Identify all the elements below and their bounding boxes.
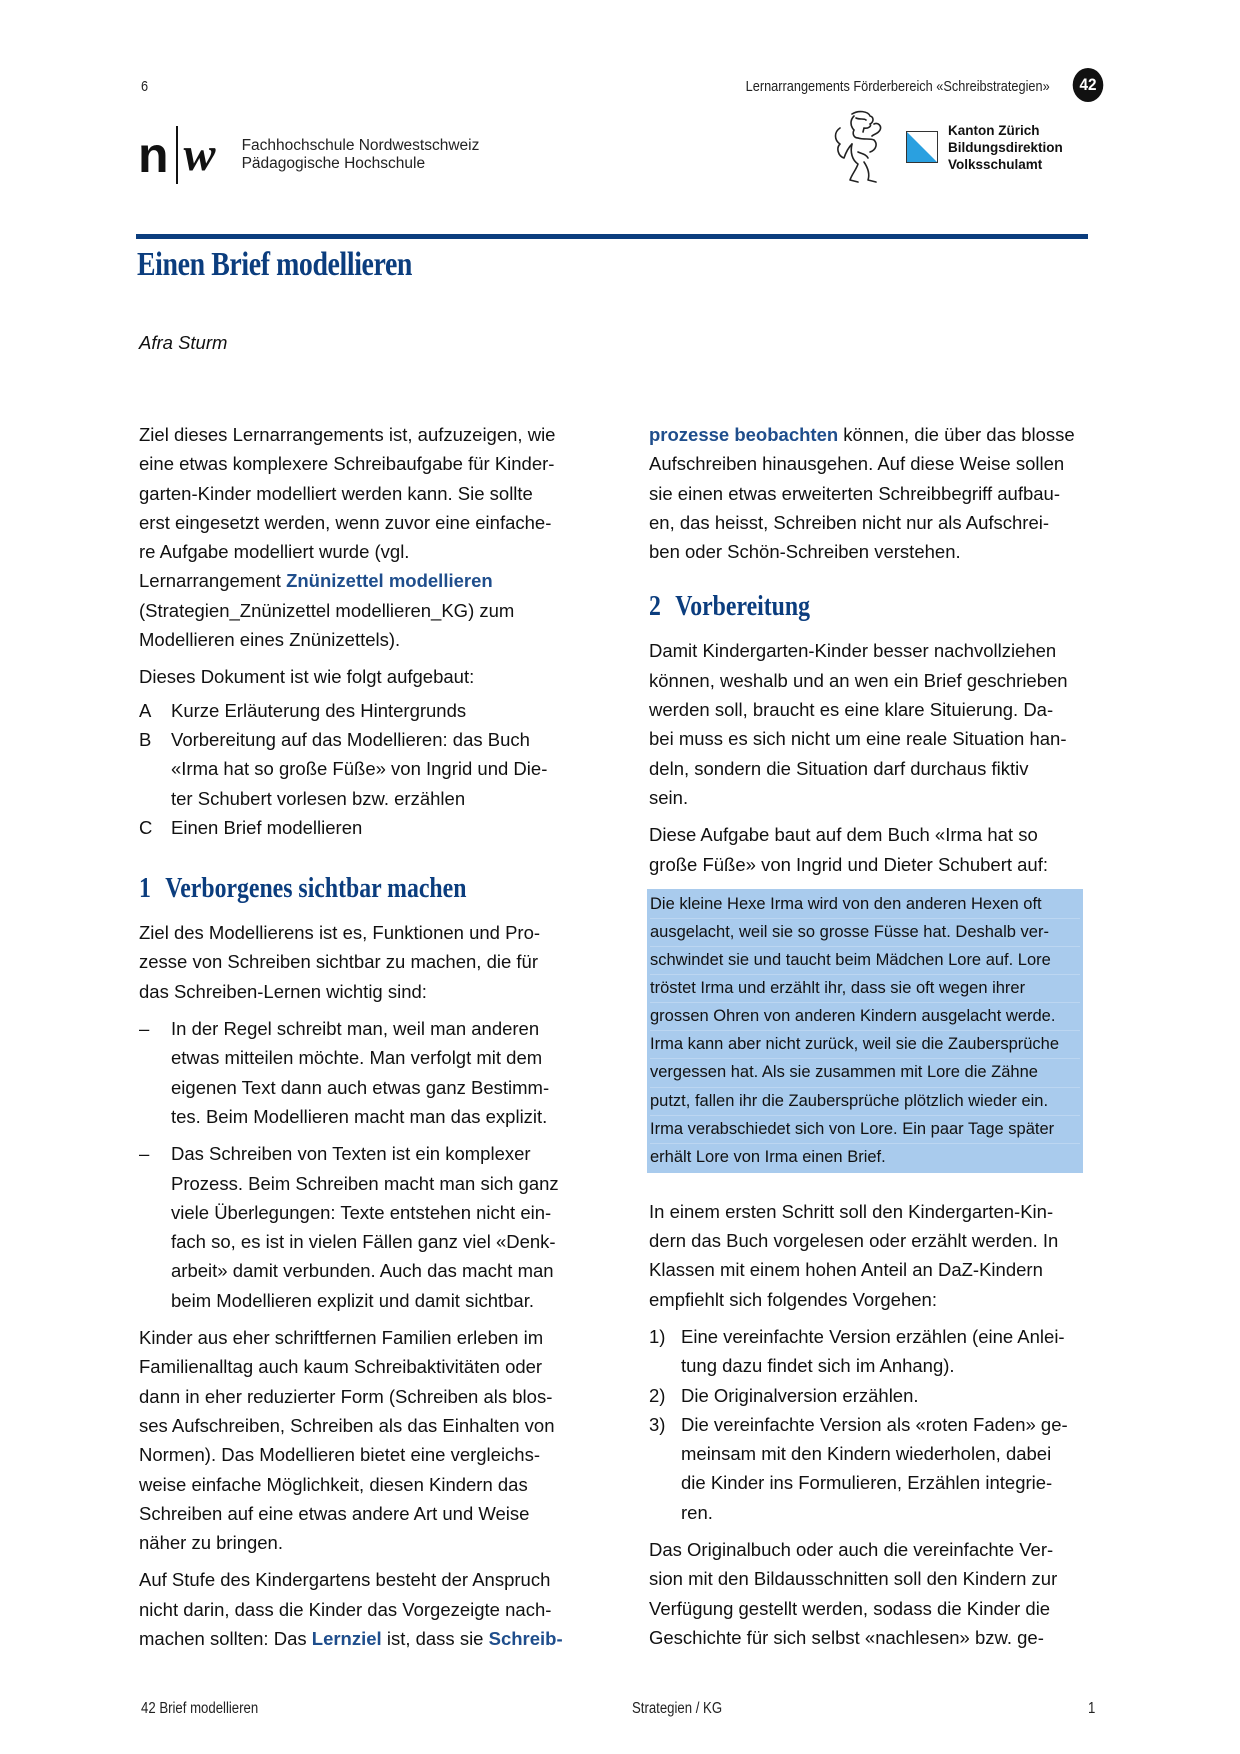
document-author: Afra Sturm <box>139 332 228 353</box>
text-line: sie einen etwas erweiterten Schreibbegriff aufbau- <box>649 482 1061 504</box>
text-line <box>139 566 579 595</box>
fhnw-logo-divider <box>176 126 178 184</box>
text-line: etwas mitteilen möchte. Man verfolgt mit dem <box>171 1047 543 1069</box>
quote-line: Irma verabschiedet sich von Lore. Ein paar Tage später <box>650 1116 1080 1144</box>
text-line: Geschichte für sich selbst «nachlesen» bzw. ge- <box>649 1626 1044 1648</box>
zh-logo-line-1: Kanton Zürich <box>948 122 1040 138</box>
bullet-item <box>139 1139 579 1315</box>
text-line: erst eingesetzt werden, wenn zuvor eine einfache- <box>139 511 552 533</box>
right-column <box>649 420 1089 1660</box>
running-header-series-title: Lernarrangements Förderbereich «Schreibstrategien» <box>745 78 1050 95</box>
text-line: arbeit» damit verbunden. Auch das macht man <box>171 1260 554 1282</box>
text-line: tung dazu findet sich im Anhang). <box>681 1355 955 1377</box>
text-line: Damit Kindergarten-Kinder besser nachvollziehen <box>649 640 1057 662</box>
text-line: ses Aufschreiben, Schreiben als das Einhalten von <box>139 1414 555 1436</box>
quote-line: Die kleine Hexe Irma wird von den anderen Hexen oft <box>650 891 1080 919</box>
text-line: Eine vereinfachte Version erzählen (eine Anlei- <box>681 1325 1065 1347</box>
step-item-3 <box>649 1410 1089 1527</box>
text-line: viele Überlegungen: Texte entstehen nicht ein- <box>171 1201 552 1223</box>
quote-line: schwindet sie und taucht beim Mädchen Lore auf. Lore <box>650 947 1080 975</box>
text-line: deln, sondern die Situation darf durchaus fiktiv <box>649 757 1029 779</box>
document-title: Einen Brief modellieren <box>137 246 413 283</box>
zurich-lion-icon <box>830 108 892 186</box>
text-line: Kinder aus eher schriftfernen Familien erleben im <box>139 1327 544 1349</box>
section1-intro <box>139 918 579 1006</box>
quote-line: grossen Ohren von anderen Kindern ausgelacht werde. <box>650 1003 1080 1031</box>
text-line: fach so, es ist in vielen Fällen ganz viel «Denk- <box>171 1231 556 1253</box>
text-line: garten-Kinder modelliert werden kann. Sie sollte <box>139 482 533 504</box>
quote-line: vergessen hat. Als sie zusammen mit Lore die Zähne <box>650 1059 1080 1087</box>
text-line: weise einfache Möglichkeit, diesen Kindern das <box>139 1473 528 1495</box>
text-line: sein. <box>649 786 689 808</box>
highlight-lernziel: Lernziel <box>311 1627 382 1649</box>
text-line: das Schreiben-Lernen wichtig sind: <box>139 980 427 1002</box>
steps-list <box>649 1322 1089 1527</box>
fhnw-school: Pädagogische Hochschule <box>241 155 426 172</box>
text-line: dann in eher reduzierter Form (Schreiben als blos- <box>139 1385 553 1407</box>
dash-marker: – <box>139 1018 150 1040</box>
quote-line: erhält Lore von Irma einen Brief. <box>650 1147 886 1166</box>
section1-paragraph-2 <box>139 1323 579 1557</box>
zurich-flag-icon <box>906 131 938 163</box>
text-line: meinsam mit den Kindern wiederholen, dabei <box>681 1443 1052 1465</box>
text-line: Die Originalversion erzählen. <box>681 1384 919 1406</box>
section2-paragraph-1 <box>649 636 1089 812</box>
structure-item-b <box>139 725 579 813</box>
list-marker: 2) <box>649 1384 666 1406</box>
text-line: Das Schreiben von Texten ist ein komplexer <box>171 1143 531 1165</box>
structure-intro: Dieses Dokument ist wie folgt aufgebaut: <box>139 666 475 688</box>
section2-paragraph-2 <box>649 820 1089 879</box>
text-line <box>649 420 1089 449</box>
dash-marker: – <box>139 1143 150 1165</box>
title-rule <box>136 234 1088 239</box>
text-line: beim Modellieren explizit und damit sichtbar. <box>171 1289 534 1311</box>
ref-prefix: Lernarrangement <box>139 570 287 592</box>
text-line: Vorbereitung auf das Modellieren: das Buch <box>171 728 530 750</box>
section1-paragraph-3 <box>139 1565 579 1653</box>
fhnw-logo-n: n <box>138 127 168 183</box>
story-summary-box <box>647 889 1083 1173</box>
highlight-schreibprozesse-beobachten: prozesse beobachten <box>649 424 839 445</box>
text-line: Einen Brief modellieren <box>171 816 363 838</box>
text-line: sion mit den Bildausschnitten soll den Kindern zur <box>649 1568 1058 1590</box>
section-heading-2 <box>649 586 1010 626</box>
zh-logo-line-3: Volksschulamt <box>948 156 1043 172</box>
text-fragment: können, die über das blosse <box>838 424 1075 445</box>
text-line: nicht darin, dass die Kinder das Vorgezeigte nach- <box>139 1598 552 1620</box>
step-item-1 <box>649 1322 1089 1381</box>
left-column <box>139 420 579 1661</box>
text-line: Das Originalbuch oder auch die vereinfachte Ver- <box>649 1539 1054 1561</box>
list-marker: B <box>139 728 152 750</box>
text-line: tes. Beim Modellieren macht man das explizit. <box>171 1105 548 1127</box>
text-line: In der Regel schreibt man, weil man anderen <box>171 1018 540 1040</box>
step-item-2 <box>649 1381 1089 1410</box>
text-line: ren. <box>681 1501 713 1523</box>
text-line: «Irma hat so große Füße» von Ingrid und Die- <box>171 758 548 780</box>
structure-list <box>139 696 579 842</box>
text-line: Modellieren eines Znünizettels). <box>139 629 401 651</box>
text-line: eigenen Text dann auch etwas ganz Bestimm- <box>171 1076 550 1098</box>
text-line: en, das heisst, Schreiben nicht nur als Aufschrei- <box>649 511 1050 533</box>
text-line: können, weshalb und an wen ein Brief geschrieben <box>649 669 1068 691</box>
structure-item-c <box>139 813 579 842</box>
text-line: bei muss es sich nicht um eine reale Situation han- <box>649 728 1067 750</box>
bullet-item <box>139 1014 579 1131</box>
footer-category: Strategien / KG <box>632 1700 723 1717</box>
footer-document-name: 42 Brief modellieren <box>141 1700 259 1717</box>
text-line: Ziel dieses Lernarrangements ist, aufzuzeigen, wie <box>139 424 556 445</box>
text-line: näher zu bringen. <box>139 1532 283 1554</box>
highlight-schreibprozesse: Schreib- <box>488 1627 563 1649</box>
text-line: Verfügung gestellt werden, sodass die Kinder die <box>649 1597 1051 1619</box>
text-line: empfiehlt sich folgendes Vorgehen: <box>649 1288 937 1310</box>
continuation-paragraph <box>649 420 1089 566</box>
structure-item-a <box>139 696 579 725</box>
text-line: Familienalltag auch kaum Schreibaktivitäten oder <box>139 1356 543 1378</box>
text-line: Diese Aufgabe baut auf dem Buch «Irma hat so <box>649 824 1038 846</box>
text-line: Ziel des Modellierens ist es, Funktionen und Pro- <box>139 922 541 944</box>
text-line: Kurze Erläuterung des Hintergrunds <box>171 699 467 721</box>
text-line: Auf Stufe des Kindergartens besteht der Anspruch <box>139 1569 551 1591</box>
text-line: ter Schubert vorlesen bzw. erzählen <box>171 787 466 809</box>
text-line: dern das Buch vorgelesen oder erzählt werden. In <box>649 1230 1059 1252</box>
lernarrangement-number-badge: 42 <box>1073 68 1104 102</box>
section2-paragraph-3 <box>649 1197 1089 1314</box>
section-number: 1 <box>139 872 151 905</box>
link-znuenizettel-modellieren[interactable]: Znünizettel modellieren <box>286 570 493 592</box>
fhnw-name: Fachhochschule Nordwestschweiz <box>241 137 480 154</box>
text-line: die Kinder ins Formulieren, Erzählen integrie- <box>681 1472 1053 1494</box>
text-line: Prozess. Beim Schreiben macht man sich ganz <box>171 1172 559 1194</box>
quote-line: ausgelacht, weil sie so grosse Füsse hat. Deshalb ver- <box>650 919 1080 947</box>
text-line: ben oder Schön-Schreiben verstehen. <box>649 541 961 563</box>
fhnw-logo-w: w <box>183 128 216 181</box>
text-line: Schreiben auf eine etwas andere Art und Weise <box>139 1502 530 1524</box>
quote-line: Irma kann aber nicht zurück, weil sie die Zaubersprüche <box>650 1031 1080 1059</box>
section-title: Verborgenes sichtbar machen <box>165 872 467 905</box>
text-line <box>139 1624 579 1653</box>
text-line: große Füße» von Ingrid und Dieter Schubert auf: <box>649 853 1048 875</box>
list-marker: 1) <box>649 1325 666 1347</box>
list-marker: A <box>139 699 152 721</box>
list-marker: 3) <box>649 1413 666 1435</box>
text-line: re Aufgabe modelliert wurde (vgl. <box>139 541 410 563</box>
text-line: Klassen mit einem hohen Anteil an DaZ-Kindern <box>649 1259 1043 1281</box>
fhnw-logo-text <box>242 137 480 173</box>
text-fragment: machen sollten: Das <box>139 1627 312 1649</box>
section-title: Vorbereitung <box>675 590 811 623</box>
text-line: Normen). Das Modellieren bietet eine vergleichs- <box>139 1444 541 1466</box>
text-line: zesse von Schreiben sichtbar zu machen, die für <box>139 951 538 973</box>
running-header-page-number: 6 <box>141 78 149 95</box>
intro-paragraph <box>139 420 579 654</box>
text-line: eine etwas komplexere Schreibaufgabe für Kinder- <box>139 453 555 475</box>
list-marker: C <box>139 816 153 838</box>
quote-line: tröstet Irma und erzählt ihr, dass sie oft wegen ihrer <box>650 975 1080 1003</box>
quote-line: putzt, fallen ihr die Zaubersprüche plötzlich wieder ein. <box>650 1088 1080 1116</box>
text-line: werden soll, braucht es eine klare Situierung. Da- <box>649 699 1054 721</box>
kanton-zurich-text <box>948 122 1063 173</box>
text-line: In einem ersten Schritt soll den Kindergarten-Kin- <box>649 1200 1054 1222</box>
kanton-zurich-logo <box>830 108 1063 186</box>
zh-logo-line-2: Bildungsdirektion <box>948 139 1063 155</box>
text-line: (Strategien_Znünizettel modellieren_KG) zum <box>139 599 515 621</box>
text-line: Die vereinfachte Version als «roten Faden» ge- <box>681 1413 1068 1435</box>
footer-page-number: 1 <box>1088 1700 1096 1717</box>
text-fragment: ist, dass sie <box>381 1627 489 1649</box>
text-line: Aufschreiben hinausgehen. Auf diese Weise sollen <box>649 453 1065 475</box>
section2-paragraph-4 <box>649 1535 1089 1652</box>
section-heading-1 <box>139 868 500 908</box>
fhnw-logo <box>138 125 479 185</box>
section-number: 2 <box>649 590 661 623</box>
